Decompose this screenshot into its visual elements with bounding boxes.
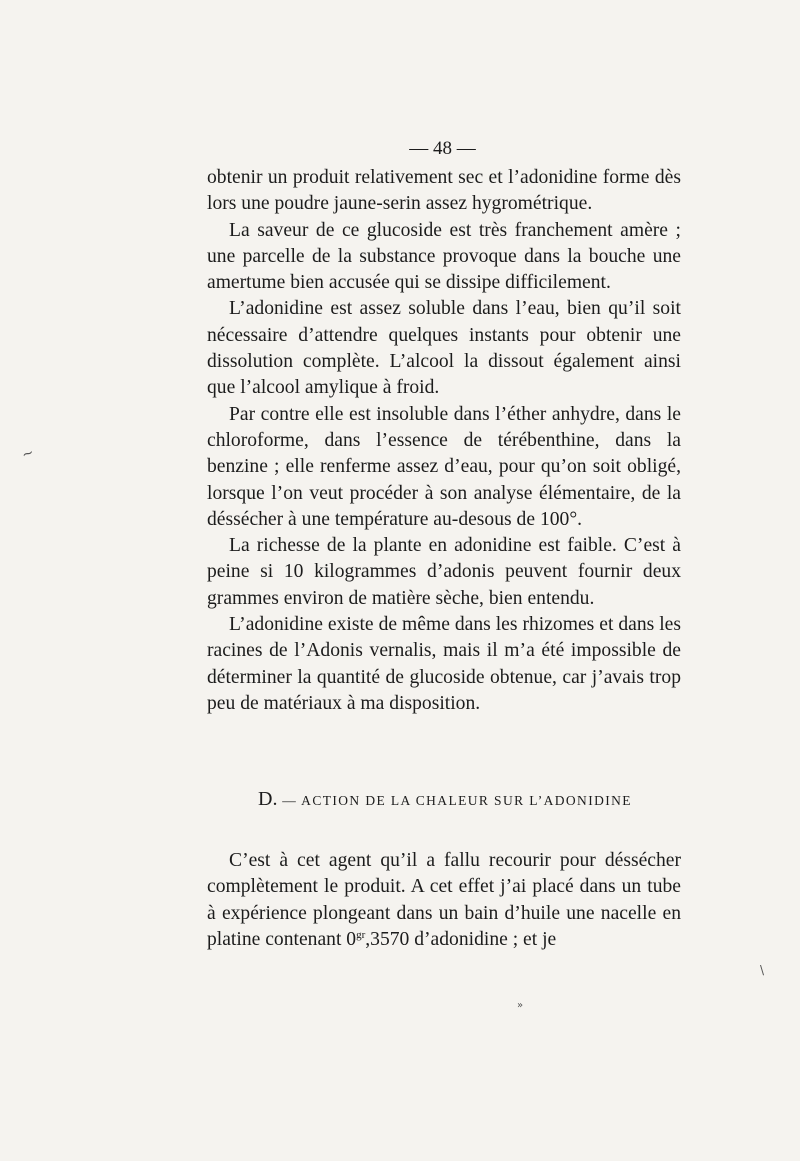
page-number: — 48 — <box>409 138 476 159</box>
paragraph: La saveur de ce glucoside est très franchement amère ; une parcelle de la substance provoque dans la bouche une amertume bien accusée qui se dissipe difficilement. <box>207 219 681 294</box>
paragraph: Par contre elle est insoluble dans l’éther anhydre, dans le chloroforme, dans l’essence de térébenthine, dans la benzine ; elle renferme assez d’eau, pour qu’on soit obligé, lorsque l’on veut procéder à son analyse élémentaire, de la déssécher à une température au-desous de 100°. <box>207 403 681 530</box>
section-dash: — <box>282 793 298 808</box>
paragraph <box>207 848 681 953</box>
paragraph-text: C’est à cet agent qu’il a fallu recourir pour déssécher complètement le produit. A cet effet j’ai placé dans un tube à expérience plongeant dans un bain d’huile une nacelle en platine contenant 0 <box>207 850 681 950</box>
section-letter: D. <box>258 788 278 810</box>
margin-mark: ~ <box>19 444 37 464</box>
body-text-top <box>207 165 681 717</box>
paragraph: La richesse de la plante en adonidine est faible. C’est à peine si 10 kilogrammes d’adonis peuvent fournir deux grammes environ de matière sèche, bien entendu. <box>207 535 681 609</box>
ink-mark: » <box>517 1000 524 1011</box>
paragraph: L’adonidine est assez soluble dans l’eau, bien qu’il soit nécessaire d’attendre quelques instants pour obtenir une dissolution complète. L’alcool la dissout également ainsi que l’alcool amylique à froid. <box>207 298 681 399</box>
section-title: ACTION DE LA CHALEUR SUR L’ADONIDINE <box>301 793 632 808</box>
paragraph-text-end: ,3570 d’adonidine ; et je <box>365 928 557 950</box>
paragraph: obtenir un produit relativement sec et l’adonidine forme dès lors une poudre jaune-serin assez hygrométrique. <box>207 167 681 215</box>
unit-superscript: gr <box>356 928 366 941</box>
body-text-bottom <box>207 848 681 953</box>
margin-mark: \ <box>760 963 765 977</box>
section-heading <box>258 788 658 811</box>
paragraph: L’adonidine existe de même dans les rhizomes et dans les racines de l’Adonis vernalis, mais il m’a été impossible de déterminer la quantité de glucoside obtenue, car j’avais trop peu de matériaux à ma disposition. <box>207 614 681 714</box>
